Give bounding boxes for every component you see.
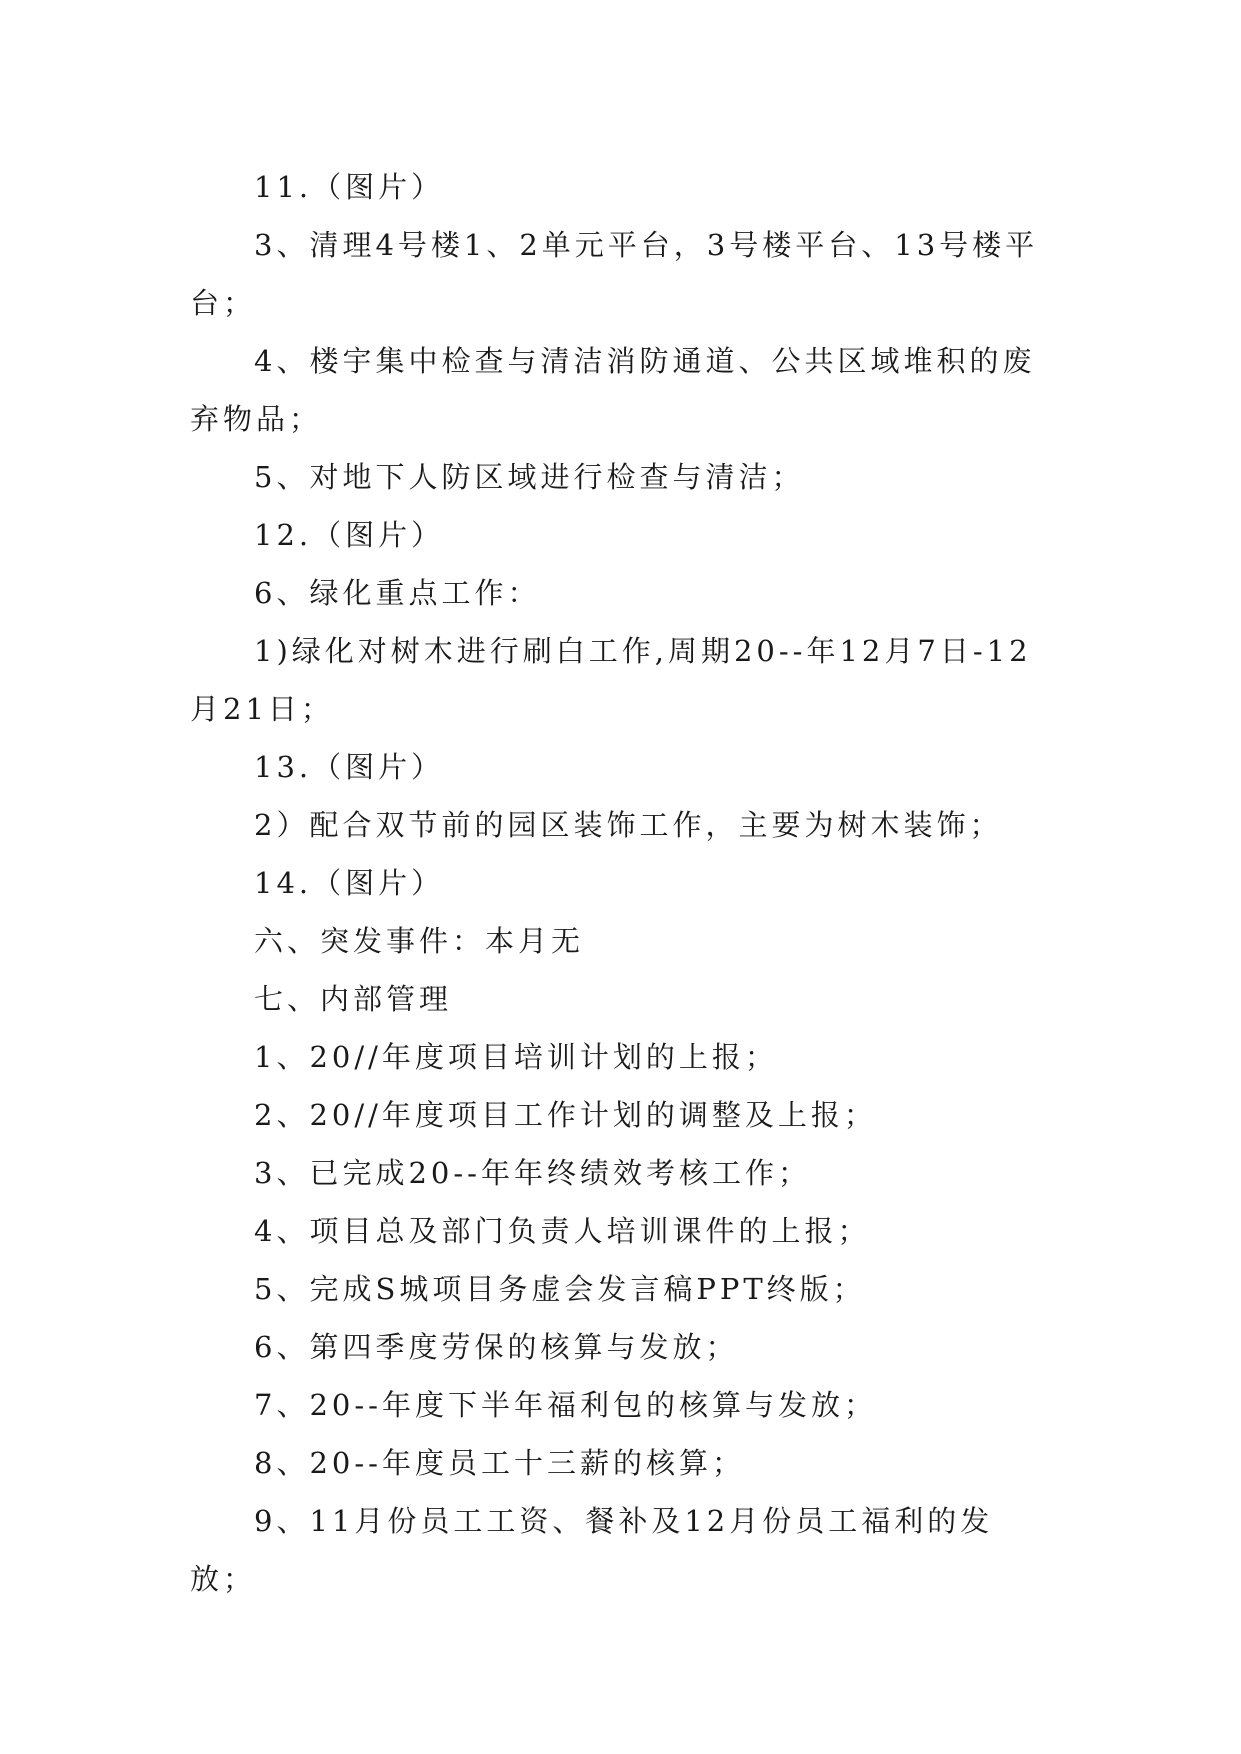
- document-body: [190, 158, 1050, 1608]
- paragraph: 3、清理4号楼1、2单元平台，3号楼平台、13号楼平台；: [190, 228, 1039, 320]
- paragraph: 9、11月份员工工资、餐补及12月份员工福利的发放；: [190, 1504, 994, 1596]
- paragraph: 4、楼宇集中检查与清洁消防通道、公共区域堆积的废弃物品；: [190, 344, 1036, 436]
- paragraph: 1)绿化对树木进行刷白工作,周期20--年12月7日-12月21日；: [190, 634, 1032, 726]
- paragraph: 6、绿化重点工作：: [254, 576, 541, 610]
- paragraph: 12.（图片）: [254, 518, 445, 552]
- paragraph: 3、已完成20--年年终绩效考核工作；: [254, 1156, 811, 1190]
- paragraph: 6、第四季度劳保的核算与发放；: [254, 1330, 739, 1364]
- section-heading: 七、内部管理: [254, 982, 453, 1016]
- paragraph: 11.（图片）: [254, 170, 445, 204]
- section-heading: 六、突发事件：本月无: [254, 924, 585, 958]
- paragraph: 8、20--年度员工十三薪的核算；: [254, 1446, 745, 1480]
- paragraph: 1、20//年度项目培训计划的上报；: [254, 1040, 778, 1074]
- paragraph: 5、对地下人防区域进行检查与清洁；: [254, 460, 805, 494]
- paragraph: 13.（图片）: [254, 750, 445, 784]
- paragraph: 2、20//年度项目工作计划的调整及上报；: [254, 1098, 877, 1132]
- paragraph: 4、项目总及部门负责人培训课件的上报；: [254, 1214, 871, 1248]
- paragraph: 2）配合双节前的园区装饰工作，主要为树木装饰；: [254, 808, 1003, 842]
- paragraph: 5、完成S城项目务虚会发言稿PPT终版；: [254, 1272, 866, 1306]
- paragraph: 7、20--年度下半年福利包的核算与发放；: [254, 1388, 877, 1422]
- paragraph: 14.（图片）: [254, 866, 445, 900]
